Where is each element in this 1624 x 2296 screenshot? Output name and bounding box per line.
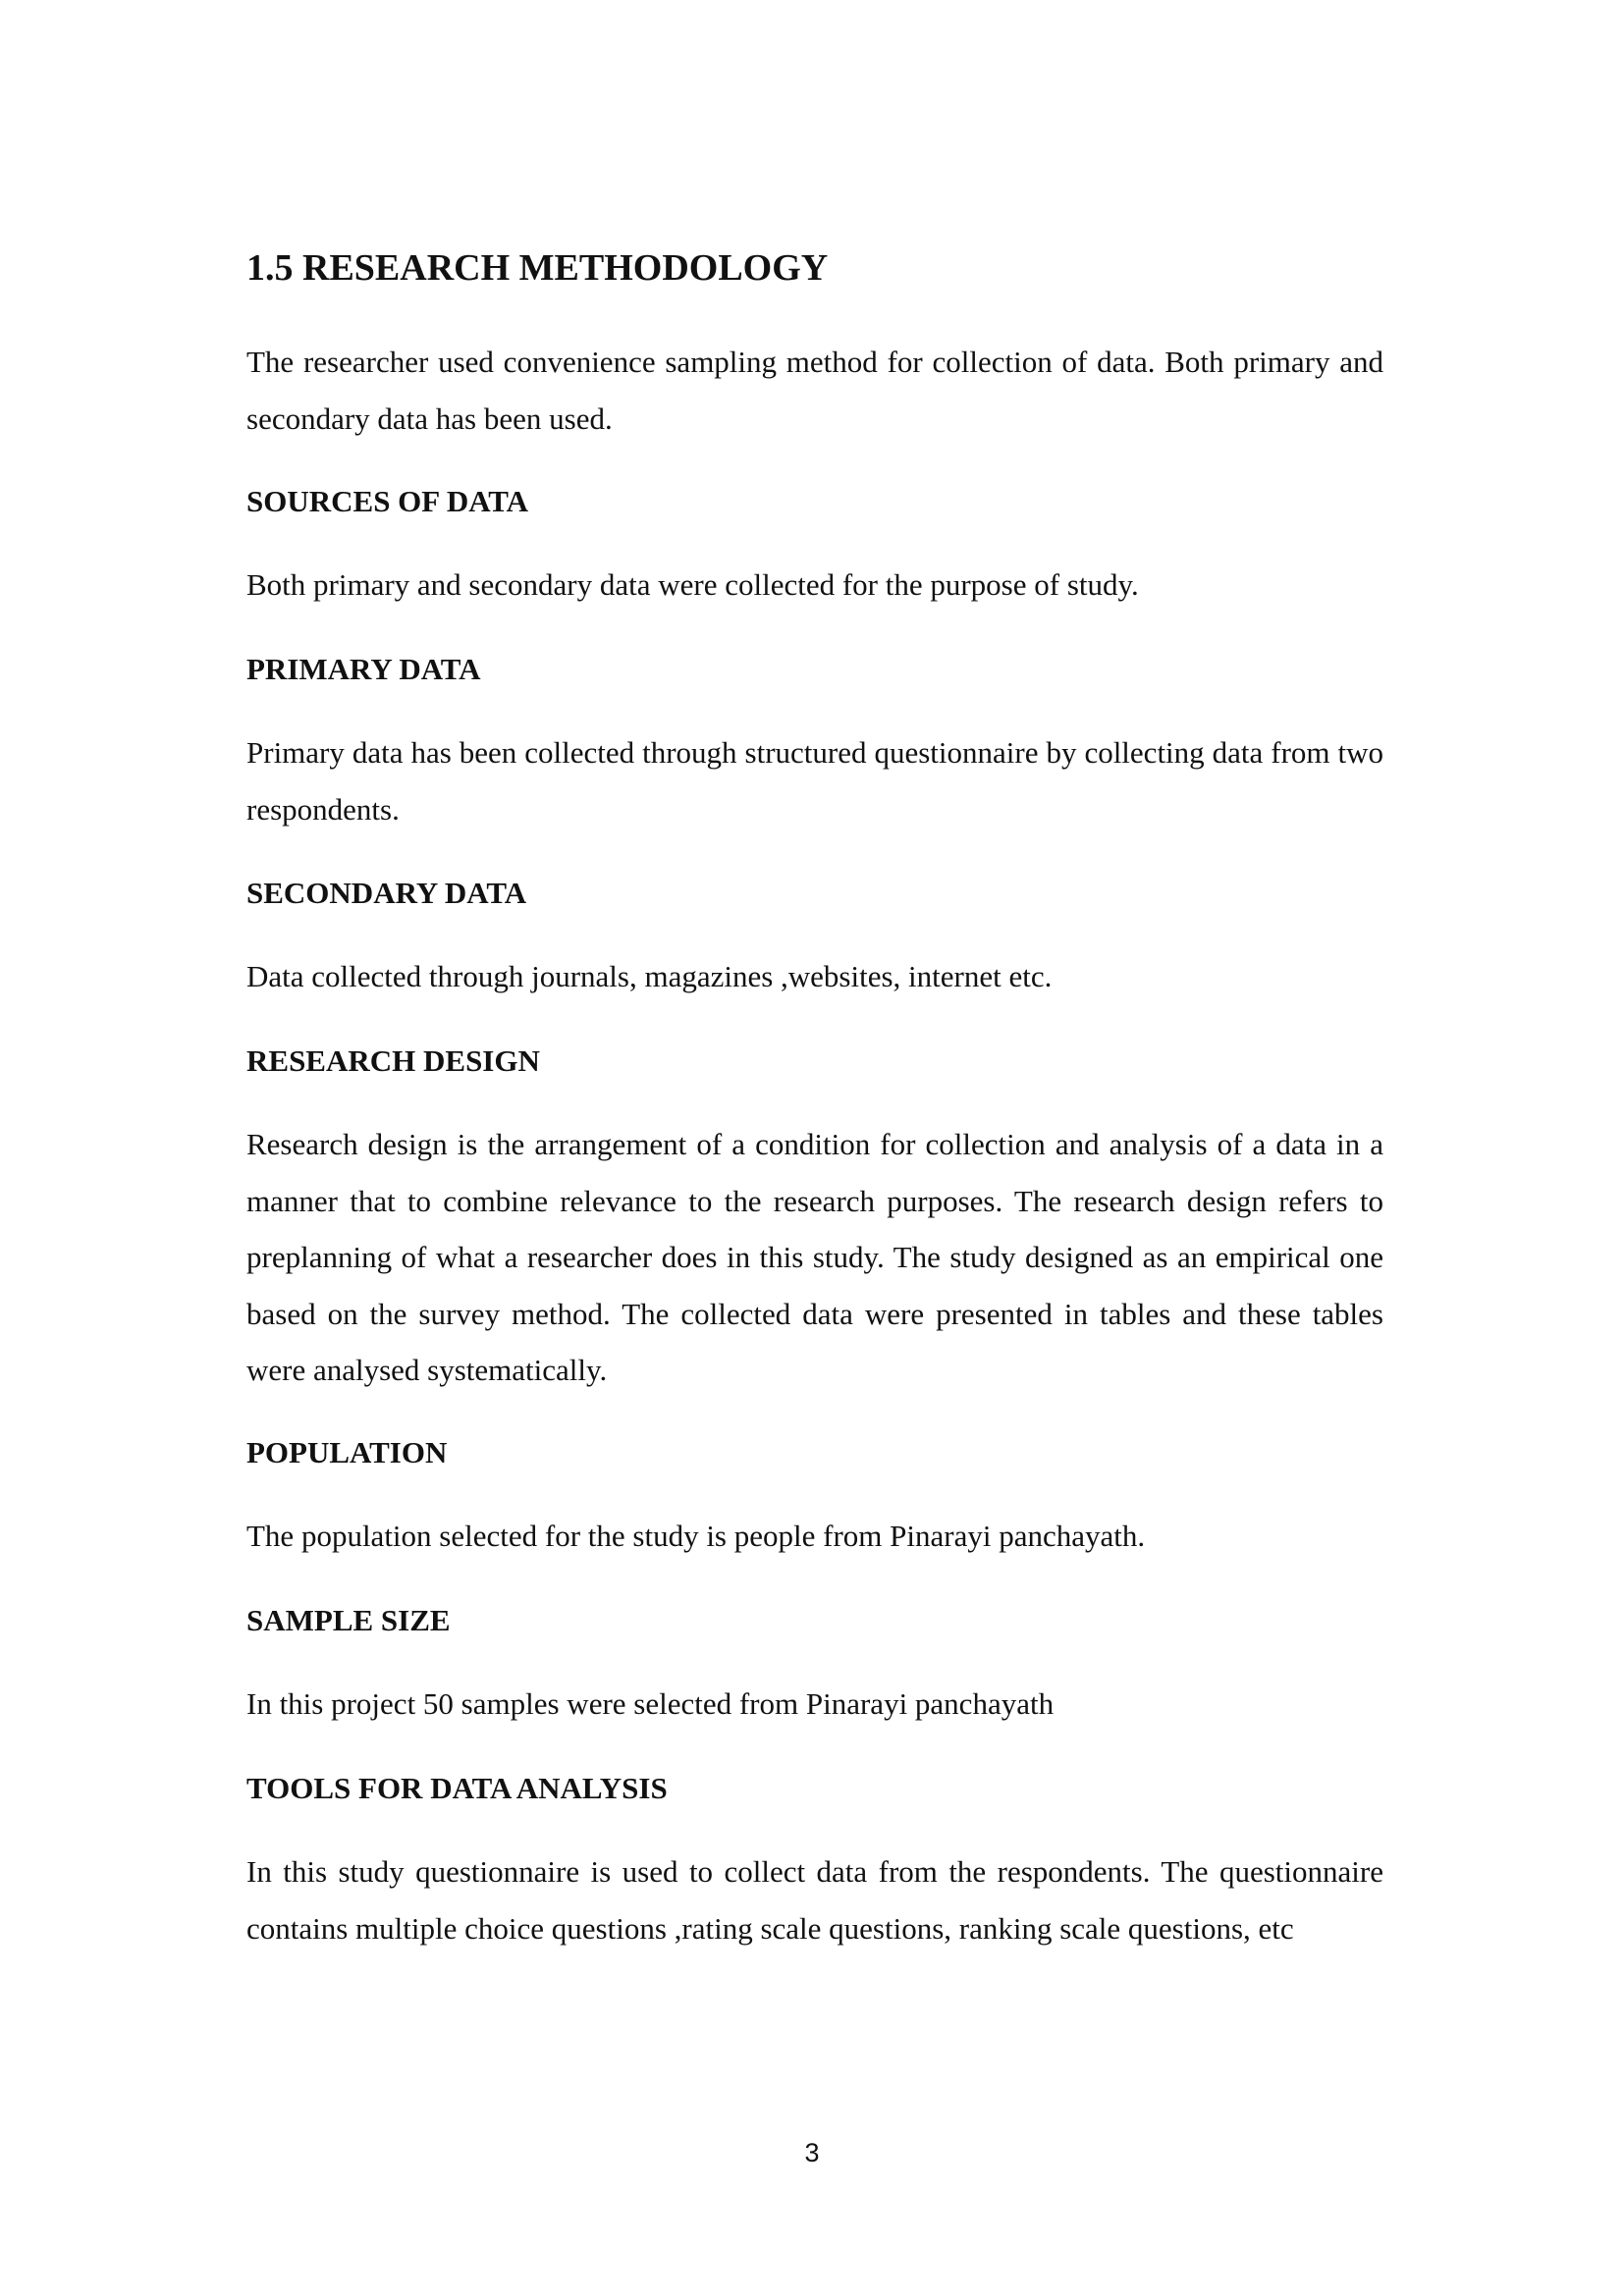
primary-data-heading: PRIMARY DATA: [246, 652, 481, 686]
page-number: 3: [804, 2138, 820, 2167]
tools-paragraph: In this study questionnaire is used to collect data from the respondents. The questionnaire contains multiple choice questions ,rating scale questions, ranking scale questions, etc: [246, 1854, 1383, 1946]
sources-of-data-heading: SOURCES OF DATA: [246, 484, 529, 518]
secondary-data-heading: SECONDARY DATA: [246, 876, 527, 910]
population-paragraph: The population selected for the study is people from Pinarayi panchayath.: [246, 1519, 1146, 1553]
research-design-heading: RESEARCH DESIGN: [246, 1043, 540, 1078]
population-heading: POPULATION: [246, 1435, 448, 1469]
sources-of-data-paragraph: Both primary and secondary data were collected for the purpose of study.: [246, 567, 1139, 602]
secondary-data-paragraph: Data collected through journals, magazines ,websites, internet etc.: [246, 959, 1053, 993]
research-design-paragraph: Research design is the arrangement of a condition for collection and analysis of a data in a manner that to combine relevance to the research purposes. The research design refers to preplanning of what a researcher does in this study. The study designed as an empirical one based on the survey method. The collected data were presented in tables and these tables were analysed systematically.: [246, 1127, 1383, 1387]
sample-size-heading: SAMPLE SIZE: [246, 1603, 451, 1637]
tools-heading: TOOLS FOR DATA ANALYSIS: [246, 1771, 668, 1805]
page-title: 1.5 RESEARCH METHODOLOGY: [246, 247, 829, 289]
intro-paragraph: The researcher used convenience sampling method for collection of data. Both primary and secondary data has been used.: [246, 345, 1383, 436]
sample-size-paragraph: In this project 50 samples were selected from Pinarayi panchayath: [246, 1686, 1055, 1721]
primary-data-paragraph: Primary data has been collected through structured questionnaire by collecting data from two respondents.: [246, 735, 1383, 827]
